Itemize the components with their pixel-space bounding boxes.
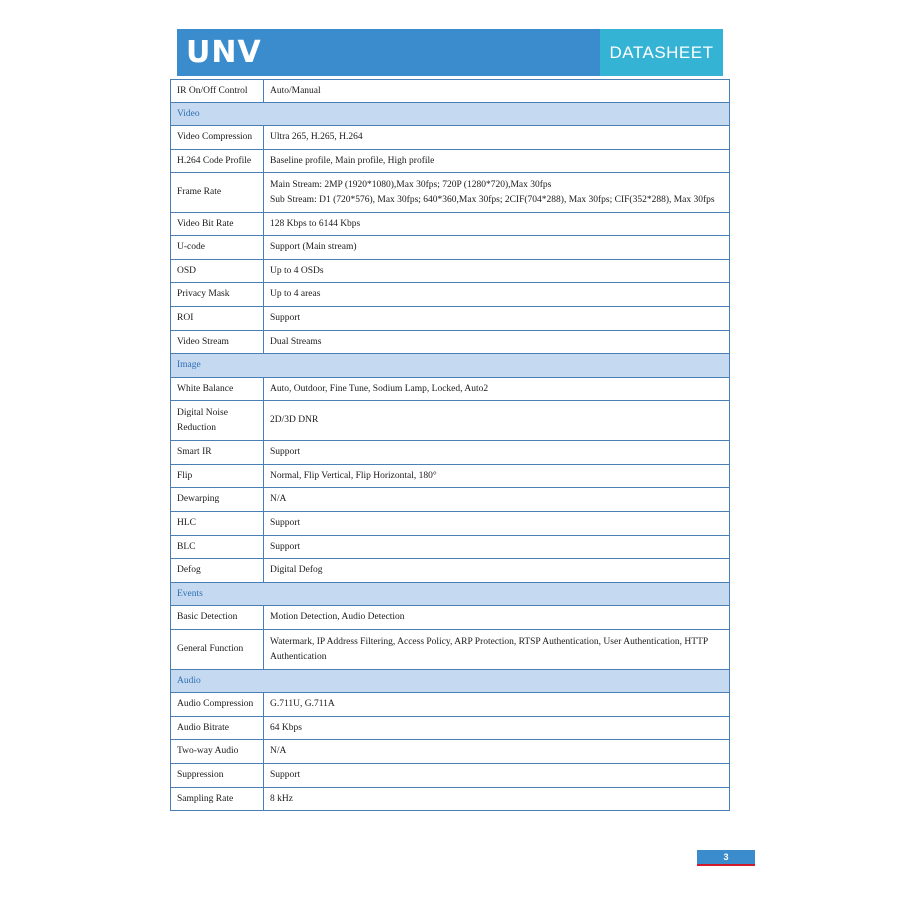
spec-row — [171, 740, 730, 764]
spec-value: 2D/3D DNR — [264, 401, 730, 441]
spec-row — [171, 126, 730, 150]
spec-row — [171, 80, 730, 103]
spec-value-line: Main Stream: 2MP (1920*1080),Max 30fps; 720P (1280*720),Max 30fps — [270, 179, 552, 190]
spec-label: Defog — [171, 559, 264, 583]
header-banner — [177, 29, 723, 76]
spec-row — [171, 764, 730, 788]
section-title: Audio — [171, 670, 730, 693]
spec-label: Suppression — [171, 764, 264, 788]
spec-value: Watermark, IP Address Filtering, Access Policy, ARP Protection, RTSP Authentication, User Authentication, HTTP Authentication — [264, 630, 730, 670]
spec-row — [171, 173, 730, 213]
spec-label: Smart IR — [171, 441, 264, 465]
spec-value: Up to 4 areas — [264, 283, 730, 307]
spec-value: Support — [264, 764, 730, 788]
spec-row — [171, 260, 730, 283]
spec-label: ROI — [171, 307, 264, 331]
spec-label: Flip — [171, 465, 264, 488]
spec-row — [171, 717, 730, 740]
spec-label: Video Compression — [171, 126, 264, 150]
spec-value: Motion Detection, Audio Detection — [264, 606, 730, 630]
spec-row — [171, 465, 730, 488]
section-header — [171, 583, 730, 606]
spec-value: Support — [264, 307, 730, 331]
spec-label: HLC — [171, 512, 264, 536]
spec-label: Privacy Mask — [171, 283, 264, 307]
spec-value: 128 Kbps to 6144 Kbps — [264, 213, 730, 236]
spec-label: Digital Noise Reduction — [171, 401, 264, 441]
spec-label: Dewarping — [171, 488, 264, 512]
spec-row — [171, 213, 730, 236]
spec-row — [171, 512, 730, 536]
spec-value: N/A — [264, 488, 730, 512]
spec-value: N/A — [264, 740, 730, 764]
spec-row — [171, 283, 730, 307]
datasheet-badge: DATASHEET — [600, 29, 723, 76]
spec-value: 8 kHz — [264, 788, 730, 811]
spec-row — [171, 606, 730, 630]
spec-label: Sampling Rate — [171, 788, 264, 811]
section-title: Events — [171, 583, 730, 606]
spec-value: Ultra 265, H.265, H.264 — [264, 126, 730, 150]
spec-label: U-code — [171, 236, 264, 260]
spec-row — [171, 559, 730, 583]
spec-value: Support — [264, 536, 730, 559]
spec-label: IR On/Off Control — [171, 80, 264, 103]
spec-value: Auto, Outdoor, Fine Tune, Sodium Lamp, Locked, Auto2 — [264, 378, 730, 401]
spec-row — [171, 401, 730, 441]
spec-row — [171, 150, 730, 173]
spec-label: Audio Compression — [171, 693, 264, 717]
section-title: Image — [171, 354, 730, 378]
section-header — [171, 103, 730, 126]
spec-value: Dual Streams — [264, 331, 730, 354]
spec-label: General Function — [171, 630, 264, 670]
page-number: 3 — [697, 850, 755, 866]
spec-value: Up to 4 OSDs — [264, 260, 730, 283]
spec-value: Baseline profile, Main profile, High profile — [264, 150, 730, 173]
spec-value: Support (Main stream) — [264, 236, 730, 260]
unv-logo: UNV — [186, 35, 262, 70]
spec-value: Normal, Flip Vertical, Flip Horizontal, 180° — [264, 465, 730, 488]
spec-row — [171, 236, 730, 260]
spec-label: Basic Detection — [171, 606, 264, 630]
spec-label: OSD — [171, 260, 264, 283]
spec-row — [171, 488, 730, 512]
spec-label: White Balance — [171, 378, 264, 401]
spec-value: Auto/Manual — [264, 80, 730, 103]
spec-value: Support — [264, 512, 730, 536]
spec-row — [171, 693, 730, 717]
spec-row — [171, 331, 730, 354]
spec-value: G.711U, G.711A — [264, 693, 730, 717]
spec-row — [171, 788, 730, 811]
spec-label: H.264 Code Profile — [171, 150, 264, 173]
spec-label: Video Stream — [171, 331, 264, 354]
spec-label: Video Bit Rate — [171, 213, 264, 236]
spec-row — [171, 378, 730, 401]
spec-value: Support — [264, 441, 730, 465]
spec-label: Audio Bitrate — [171, 717, 264, 740]
section-header — [171, 354, 730, 378]
spec-row — [171, 441, 730, 465]
spec-value-line: Sub Stream: D1 (720*576), Max 30fps; 640*360,Max 30fps; 2CIF(704*288), Max 30fps; CIF(352*288), Max 30fps — [270, 194, 715, 205]
spec-row — [171, 536, 730, 559]
section-title: Video — [171, 103, 730, 126]
spec-label: BLC — [171, 536, 264, 559]
spec-row — [171, 630, 730, 670]
spec-value — [264, 173, 730, 213]
spec-table — [170, 79, 730, 811]
spec-label: Frame Rate — [171, 173, 264, 213]
spec-label: Two-way Audio — [171, 740, 264, 764]
spec-value: Digital Defog — [264, 559, 730, 583]
spec-row — [171, 307, 730, 331]
section-header — [171, 670, 730, 693]
spec-value: 64 Kbps — [264, 717, 730, 740]
